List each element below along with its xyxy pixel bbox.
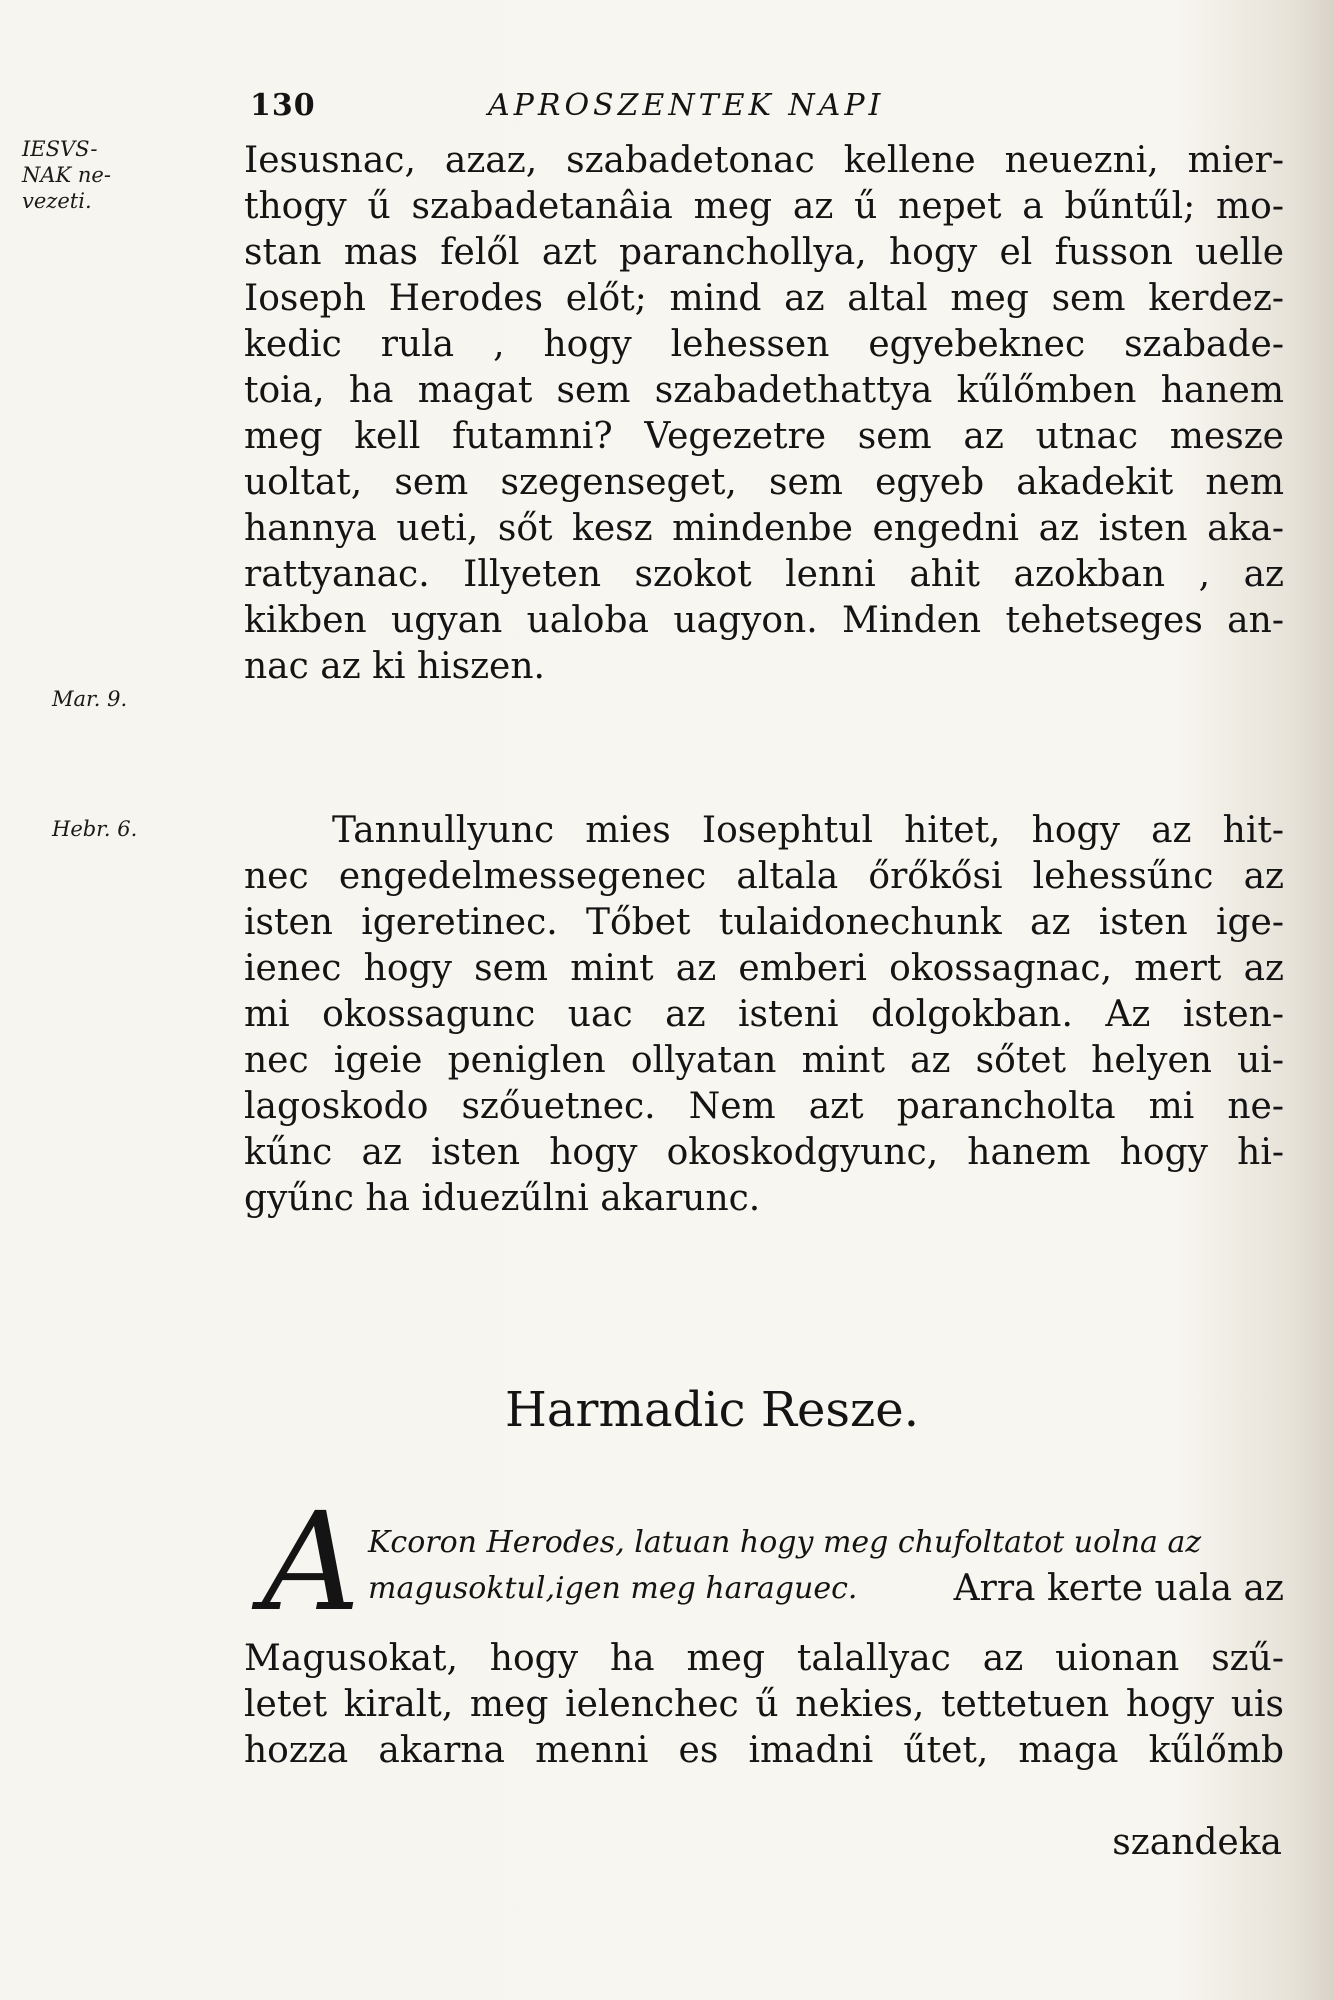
text-line: ienec hogy sem mint az emberi okossagnac, mert az bbox=[244, 948, 1284, 989]
text-italic-part: magusoktul,igen meg haraguec. bbox=[368, 1571, 858, 1606]
text-line: mi okossagunc uac az isteni dolgokban. Az isten- bbox=[244, 994, 1284, 1035]
text-line: Kcoron Herodes, latuan hogy meg chufoltatot uolna az bbox=[368, 1525, 1202, 1560]
margin-note-line: IESVS- bbox=[22, 137, 98, 161]
drop-cap: A bbox=[262, 1484, 361, 1642]
text-line: kűnc az isten hogy okoskodgyunc, hanem hogy hi- bbox=[244, 1132, 1284, 1173]
paragraph-2 bbox=[244, 808, 1284, 1222]
running-head: APROSZENTEK NAPI bbox=[488, 88, 885, 123]
margin-note-mar: Mar. 9. bbox=[52, 687, 128, 711]
text-line: kedic rula , hogy lehessen egyebeknec szabade- bbox=[244, 324, 1284, 365]
text-line: Tannullyunc mies Iosephtul hitet, hogy az hit- bbox=[332, 810, 1284, 851]
paragraph-3 bbox=[244, 1636, 1284, 1774]
text-line: nec engedelmessegenec altala őrőkősi lehessűnc az bbox=[244, 856, 1284, 897]
text-line: hannya ueti, sőt kesz mindenbe engedni az isten aka- bbox=[244, 508, 1284, 549]
text-line: Ioseph Herodes előt; mind az altal meg sem kerdez- bbox=[244, 278, 1284, 319]
margin-note-line: vezeti. bbox=[22, 189, 92, 213]
text-line: kikben ugyan ualoba uagyon. Minden tehetseges an- bbox=[244, 600, 1284, 641]
text-line: rattyanac. Illyeten szokot lenni ahit azokban , az bbox=[244, 554, 1284, 595]
section-title: Harmadic Resze. bbox=[505, 1382, 919, 1438]
margin-note-hebr: Hebr. 6. bbox=[52, 817, 138, 841]
text-line: nec igeie peniglen ollyatan mint az sőtet helyen ui- bbox=[244, 1040, 1284, 1081]
text-line: letet kiralt, meg ielenchec ű nekies, tettetuen hogy uis bbox=[244, 1684, 1284, 1725]
margin-note-line: NAK ne- bbox=[22, 163, 111, 187]
text-line: gyűnc ha iduezűlni akarunc. bbox=[244, 1178, 761, 1219]
page-number: 130 bbox=[250, 88, 316, 123]
text-roman-part: Arra kerte uala az bbox=[953, 1568, 1284, 1609]
catchword: szandeka bbox=[1112, 1822, 1282, 1863]
text-line: nac az ki hiszen. bbox=[244, 646, 545, 687]
page-header bbox=[228, 88, 1128, 128]
text-line: toia, ha magat sem szabadethattya kűlőmben hanem bbox=[244, 370, 1284, 411]
text-line: Magusokat, hogy ha meg talallyac az uionan szű- bbox=[244, 1638, 1284, 1679]
margin-note-iesus bbox=[22, 136, 111, 214]
text-line: hozza akarna menni es imadni űtet, maga kűlőmb bbox=[244, 1730, 1284, 1771]
text-line: uoltat, sem szegenseget, sem egyeb akadekit nem bbox=[244, 462, 1284, 503]
text-line: thogy ű szabadetanâia meg az ű nepet a bűntűl; mo- bbox=[244, 186, 1284, 227]
paragraph-3-intro bbox=[368, 1520, 1284, 1612]
text-line: isten igeretinec. Tőbet tulaidonechunk az isten ige- bbox=[244, 902, 1284, 943]
text-line: stan mas felől azt paranchollya, hogy el fusson uelle bbox=[244, 232, 1284, 273]
text-line: Iesusnac, azaz, szabadetonac kellene neuezni, mier- bbox=[244, 140, 1284, 181]
text-line: meg kell futamni? Vegezetre sem az utnac mesze bbox=[244, 416, 1284, 457]
text-line-mixed bbox=[368, 1566, 1284, 1612]
text-line: lagoskodo szőuetnec. Nem azt parancholta mi ne- bbox=[244, 1086, 1284, 1127]
paragraph-1 bbox=[244, 138, 1284, 690]
